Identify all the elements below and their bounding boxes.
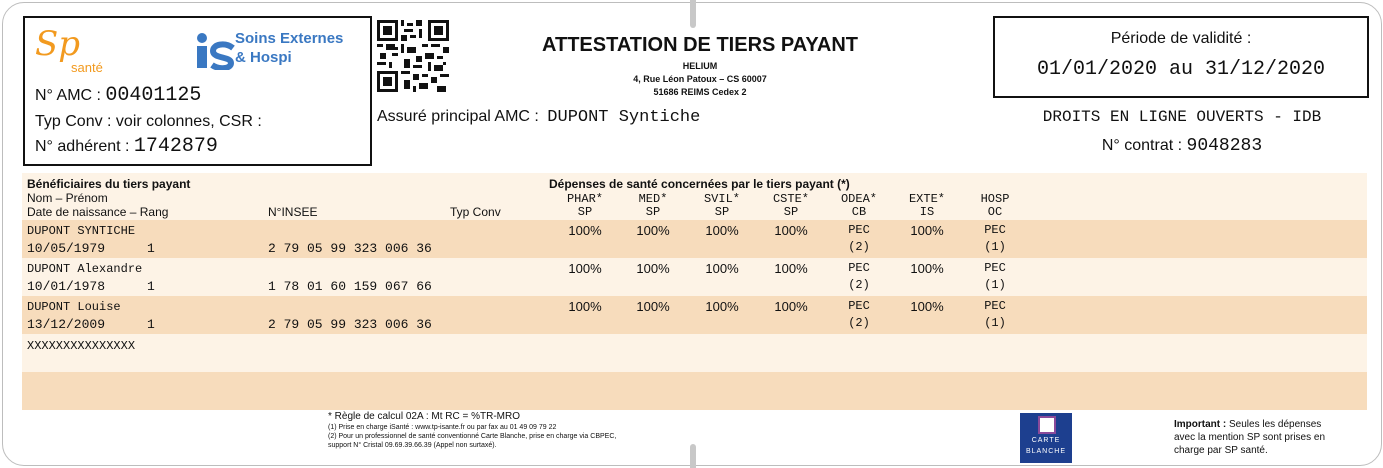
row-band-2 (22, 258, 1367, 296)
assure-label: Assuré principal AMC : (377, 108, 539, 125)
column-header-top: ODEA* (840, 192, 877, 206)
coverage-value: 100% (774, 299, 808, 314)
column-header-top: HOSP (980, 192, 1010, 206)
carte-blanche-logo (1020, 413, 1072, 463)
amc-line (35, 84, 201, 107)
is-logo (195, 30, 365, 74)
coverage-note-hosp: (1) (984, 240, 1006, 254)
carte-line1: CARTE (1031, 437, 1061, 444)
coverage-value: 100% (774, 261, 808, 276)
coverage-value: 100% (705, 223, 739, 238)
coverage-value: 100% (910, 261, 944, 276)
important-note (1174, 418, 1374, 457)
periode-value: 01/01/2020 au 31/12/2020 (1036, 58, 1326, 81)
company-address2: 51686 REIMS Cedex 2 (653, 87, 747, 97)
amc-label: N° AMC : (35, 87, 106, 104)
beneficiary-insee: 1 78 01 60 159 067 66 (268, 279, 432, 294)
coverage-value: PEC (848, 223, 870, 237)
amc-value: 00401125 (105, 84, 202, 107)
calc-rule: * Règle de calcul 02A : Mt RC = %TR-MRO (328, 411, 521, 422)
adherent-line (35, 135, 218, 158)
coverage-value: 100% (774, 223, 808, 238)
coverage-value: 100% (705, 299, 739, 314)
coverage-value: 100% (910, 223, 944, 238)
coverage-value: 100% (636, 299, 670, 314)
coverage-value: PEC (848, 299, 870, 313)
column-header-sub: SP (645, 205, 661, 219)
footnote-1: (1) Prise en charge iSanté : www.tp-isante.fr ou par fax au 01 49 09 79 22 (328, 424, 557, 431)
qr-code-icon (377, 20, 449, 92)
column-header-sub: SP (783, 205, 799, 219)
carte-blanche-icon (1038, 416, 1056, 434)
insurer-box (23, 16, 372, 166)
beneficiary-rang: 1 (147, 241, 155, 256)
column-header-top: MED* (638, 192, 668, 206)
qr-code (377, 20, 449, 92)
contrat-line (1002, 136, 1362, 156)
coverage-value: PEC (984, 261, 1006, 275)
periode-label: Période de validité : (1110, 30, 1252, 47)
depenses-title: Dépenses de santé concernées par le tiers payant (*) (549, 177, 850, 191)
row-band-4 (22, 334, 1367, 372)
insee-label: N°INSEE (268, 205, 318, 219)
coverage-value: PEC (984, 299, 1006, 313)
beneficiary-rang: 1 (147, 279, 155, 294)
contrat-value: 9048283 (1186, 136, 1263, 156)
beneficiary-rang: 1 (147, 317, 155, 332)
column-header-top: PHAR* (566, 192, 603, 206)
assure-value: DUPONT Syntiche (547, 108, 701, 127)
beneficiary-name: DUPONT SYNTICHE (27, 224, 136, 238)
sp-sante-logo (33, 24, 113, 80)
column-header-top: EXTE* (908, 192, 945, 206)
important-text3: charge par SP santé. (1174, 445, 1268, 456)
coverage-value: 100% (568, 299, 602, 314)
validity-box (993, 16, 1369, 98)
carte-line2: BLANCHE (1025, 448, 1067, 455)
beneficiary-insee: 2 79 05 99 323 006 36 (268, 241, 432, 256)
coverage-value: PEC (984, 223, 1006, 237)
filler-text: XXXXXXXXXXXXXXX (27, 339, 136, 353)
important-label: Important : (1174, 419, 1227, 430)
beneficiary-birthdate: 10/05/1979 (27, 241, 106, 256)
footnote-3: support N° Cristal 09.69.39.66.39 (Appel non surtaxé). (328, 442, 497, 449)
coverage-note-hosp: (1) (984, 278, 1006, 292)
important-text2: avec la mention SP sont prises en (1174, 432, 1326, 443)
coverage-value: 100% (568, 223, 602, 238)
coverage-value: 100% (910, 299, 944, 314)
typconv-label: Typ Conv (450, 205, 501, 219)
logo-soins-line1: Soins Externes (235, 30, 344, 47)
company-name: HELIUM (682, 61, 718, 71)
row-band-5 (22, 372, 1367, 410)
coverage-value: PEC (848, 261, 870, 275)
assure-line (377, 108, 700, 127)
coverage-note-odea: (2) (848, 278, 870, 292)
typconv-text: Typ Conv : voir colonnes, CSR : (35, 113, 262, 130)
coverage-note-odea: (2) (848, 316, 870, 330)
row-band-1 (22, 220, 1367, 258)
important-text1: Seules les dépenses (1226, 419, 1322, 430)
beneficiary-birthdate: 13/12/2009 (27, 317, 106, 332)
column-header-sub: OC (987, 205, 1003, 219)
column-header-sub: IS (919, 205, 935, 219)
benef-title: Bénéficiaires du tiers payant (27, 177, 191, 191)
column-header-sub: SP (714, 205, 730, 219)
column-header-top: CSTE* (772, 192, 809, 206)
coverage-value: 100% (636, 261, 670, 276)
coverage-value: 100% (636, 223, 670, 238)
beneficiary-insee: 2 79 05 99 323 006 36 (268, 317, 432, 332)
adherent-value: 1742879 (133, 135, 218, 158)
row-band-3 (22, 296, 1367, 334)
is-logo-icon (195, 32, 235, 70)
coverage-value: 100% (568, 261, 602, 276)
column-header-top: SVIL* (703, 192, 740, 206)
logo-sp-text: Sp (35, 24, 81, 64)
adherent-label: N° adhérent : (35, 138, 134, 155)
company-address1: 4, Rue Léon Patoux – CS 60007 (633, 74, 767, 84)
column-header-sub: SP (577, 205, 593, 219)
droits-status: DROITS EN LIGNE OUVERTS - IDB (1042, 108, 1322, 126)
coverage-note-odea: (2) (848, 240, 870, 254)
nom-label: Nom – Prénom (27, 191, 108, 205)
beneficiary-name: DUPONT Louise (27, 300, 121, 314)
footnote-2: (2) Pour un professionnel de santé conventionné Carte Blanche, prise en charge via CBPEC, (328, 433, 617, 440)
date-label: Date de naissance – Rang (27, 205, 169, 219)
contrat-label: N° contrat : (1101, 137, 1187, 154)
beneficiary-birthdate: 10/01/1978 (27, 279, 106, 294)
document-title: ATTESTATION DE TIERS PAYANT (542, 34, 858, 56)
column-header-sub: CB (851, 205, 867, 219)
coverage-value: 100% (705, 261, 739, 276)
coverage-note-hosp: (1) (984, 316, 1006, 330)
logo-sante-text: santé (71, 60, 103, 75)
logo-soins-line2: & Hospi (235, 49, 292, 66)
beneficiary-name: DUPONT Alexandre (27, 262, 143, 276)
